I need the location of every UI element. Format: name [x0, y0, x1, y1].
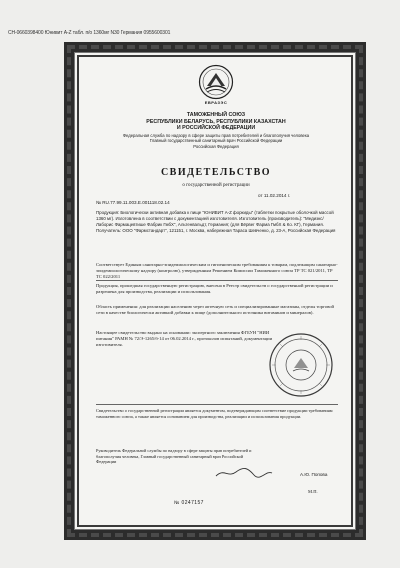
- union-heading: [104, 112, 328, 132]
- handwritten-signature-icon: [214, 466, 274, 480]
- official-seal-icon: [268, 332, 334, 398]
- signature-block-text: Руководитель Федеральной службы по надзору в сфере защиты прав потребителей и благополучия человека, Главный государственный санитарный врач Российской Федерации: [96, 448, 252, 465]
- logo-caption: ЕВРАЗЭС: [204, 100, 228, 105]
- authority-line-1: Федеральная служба по надзору в сфере защиты прав потребителей и благополучия человека: [122, 133, 310, 138]
- authority-line-3: Российская Федерация: [193, 143, 239, 149]
- scan-header-line: СН-0660398400 Юнивит А-Z табл. п/о 1360мг N30 Германия 0955600301: [8, 30, 171, 36]
- union-line-3: И РОССИЙСКОЙ ФЕДЕРАЦИИ: [176, 125, 256, 132]
- eurasec-logo-icon: [198, 64, 234, 100]
- divider: [96, 404, 338, 405]
- certificate: [64, 42, 366, 540]
- certificate-subtitle: о государственной регистрации: [182, 183, 250, 188]
- product-description: Продукция: Биологически активная добавка к пище "ЮНИВИТ А-Z форкиды" (таблетки покрытые оболочкой массой 1360 мг). Изготовлена в соответствии с документацией изготовителя. Изготовитель (производитель): "Медиэкс/Лаборис Фармацевтише Фабрик ГмбХ", Альтенвальдт, Германия; (для Вёрвег Фарма ГмбХ & Ко. КГ), Германия. Получатель: ООО "Фармстандарт", 121151, г. Москва, набережная Тараса Шевченко, д. 23-А, Российская Федерация: [96, 210, 336, 233]
- note-section: Свидетельство о государственной регистрации является документом, подтверждающим соответствие продукции требованиям таможенного союза, а также является основанием для производства, реализации и использования продукции.: [96, 408, 333, 419]
- certificate-content: [94, 64, 338, 524]
- union-line-2: РЕСПУБЛИКИ БЕЛАРУСЬ, РЕСПУБЛИКИ КАЗАХСТАН: [146, 118, 286, 125]
- issuing-authority: [98, 133, 334, 149]
- register-section: Продукция, прошедшая государственную регистрацию, внесена в Реестр свидетельств о государственной регистрации и разрешена для производства, реализации и использования.: [96, 283, 333, 294]
- authority-line-2: Главный государственный санитарный врач Российской Федерации: [149, 138, 283, 144]
- basis-section: Настоящее свидетельство выдано на основании: экспертного заключения ФГБУН "НИИ питания" РАМН № 72/Э-1265/б-14 от 06.02.2014 г., протоколов испытаний, документации изготовителя.: [96, 330, 273, 347]
- seal-place-label: М.П.: [308, 489, 318, 494]
- signatory-name: А.Ю. Попова: [300, 472, 328, 477]
- form-serial-number: № 0247157: [174, 500, 204, 506]
- certificate-title: СВИДЕТЕЛЬСТВО: [160, 167, 272, 178]
- certificate-date: от 11.02.2014 г.: [258, 193, 291, 198]
- usage-section: Область применения: для реализации населению через аптечную сеть и специализированные магазины, отделы торговой сети в качестве биологически активной добавки к пище (дополнительного источника витаминов и минералов).: [96, 304, 334, 315]
- compliance-section: Соответствует Единым санитарно-эпидемиологическим и гигиеническим требованиям к товарам, подлежащим санитарно-эпидемиологическому надзору (контролю), утвержденным Решением Комиссии Таможенного союза ТР ТС 021/2011, ТР ТС 022/2011: [96, 262, 338, 279]
- union-line-1: ТАМОЖЕННЫЙ СОЮЗ: [186, 112, 246, 118]
- registration-number: № RU.77.99.11.003.Е.001118.02.14: [96, 200, 170, 205]
- divider: [96, 280, 338, 281]
